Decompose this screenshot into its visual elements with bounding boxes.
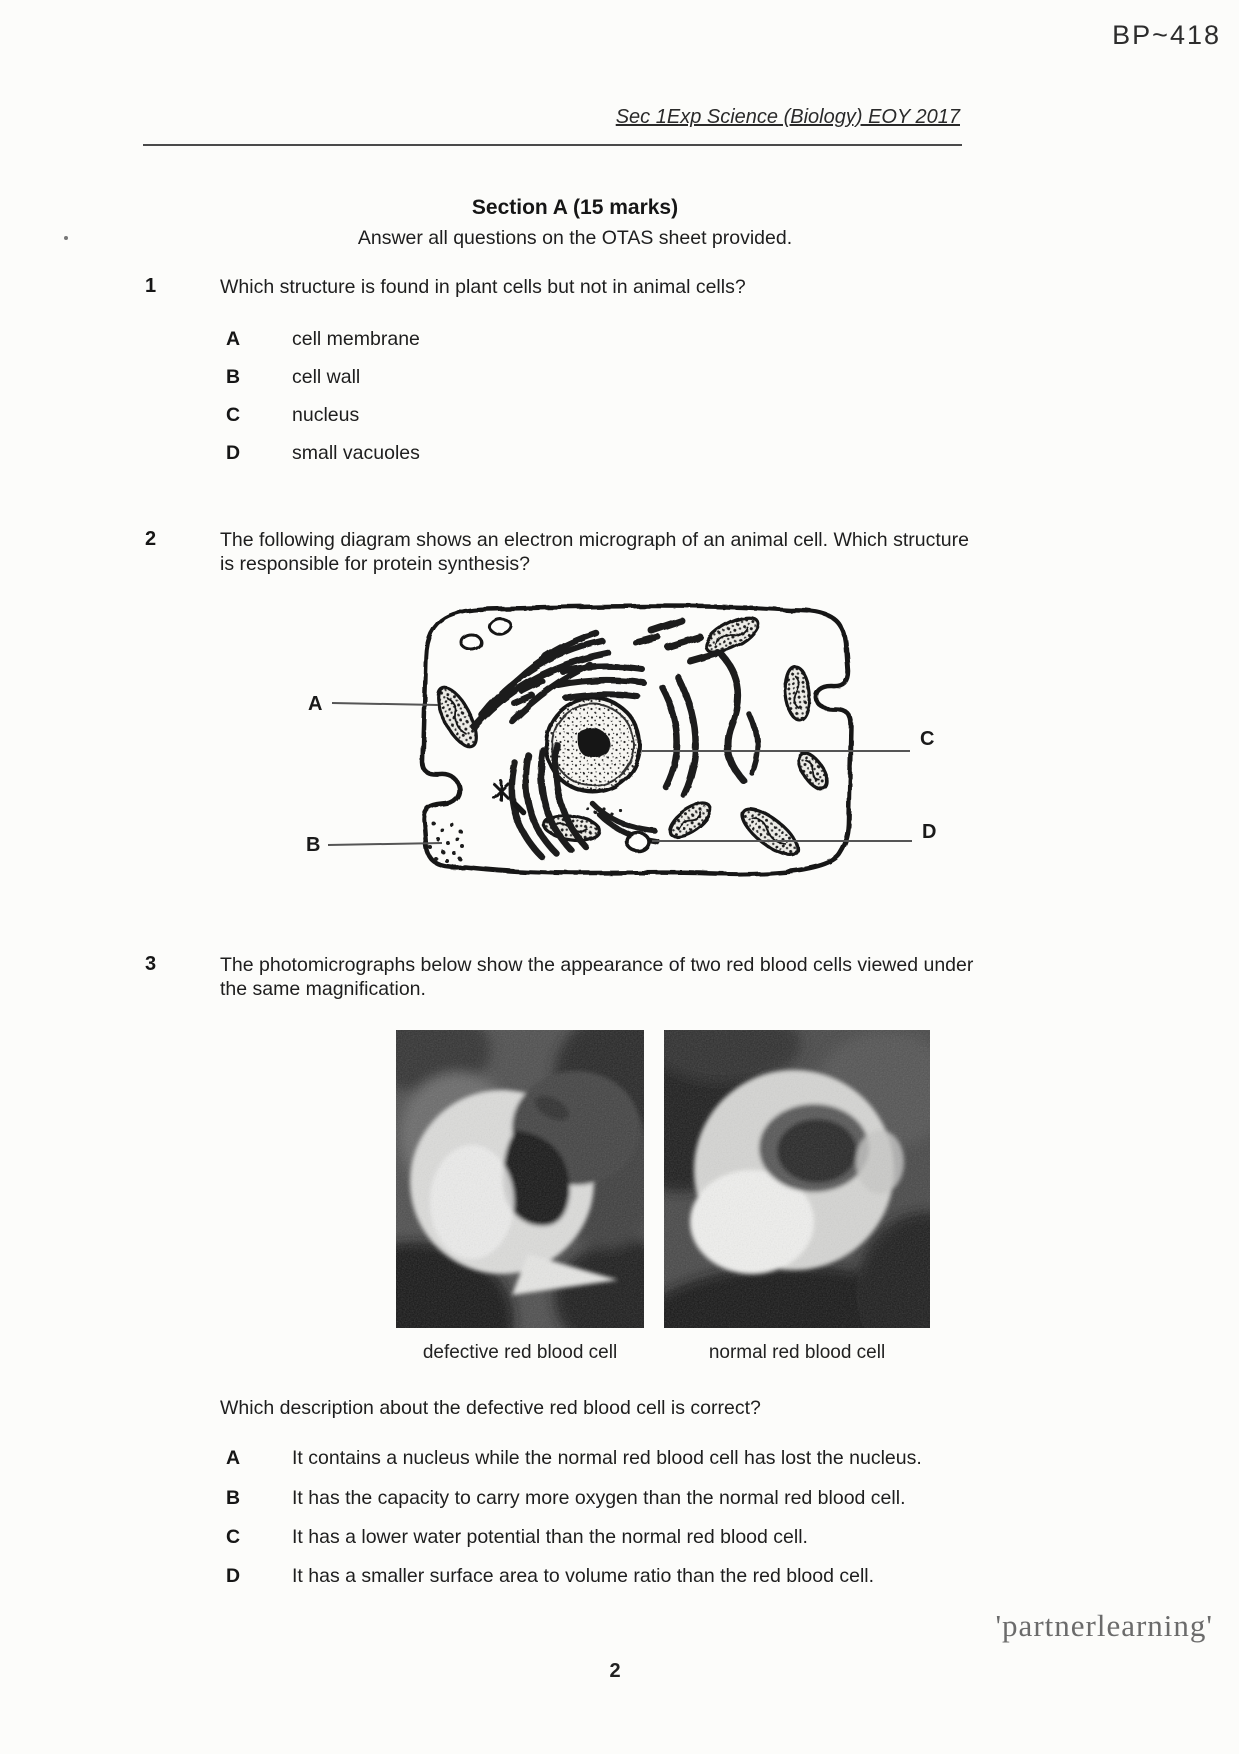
q1-option-c-letter: C <box>226 404 241 426</box>
page-number: 2 <box>609 1660 621 1682</box>
q3-option-a <box>226 1447 922 1470</box>
q1-option-c-text: nucleus <box>292 404 360 426</box>
section-title: Section A (15 marks) <box>471 196 679 219</box>
caption-defective-rbc: defective red blood cell <box>422 1342 618 1363</box>
diagram-label-c: C <box>920 728 935 750</box>
q3-intro: The photomicrographs below show the appearance of two red blood cells viewed under the same magnification. <box>220 954 974 1000</box>
diagram-label-a: A <box>308 693 323 715</box>
q3-option-c-text: It has a lower water potential than the normal red blood cell. <box>292 1526 808 1548</box>
q1-text: Which structure is found in plant cells but not in animal cells? <box>220 276 746 298</box>
q3-option-b-letter: B <box>226 1487 241 1509</box>
scan-speck <box>64 236 68 240</box>
q1-option-a-letter: A <box>226 328 241 350</box>
header-rule <box>143 144 962 146</box>
q1-option-c <box>226 404 359 427</box>
diagram-label-d: D <box>922 821 937 843</box>
q2-text: The following diagram shows an electron micrograph of an animal cell. Which structure is responsible for protein synthesis? <box>220 529 969 575</box>
q1-option-d <box>226 442 420 465</box>
centriole-mark <box>494 781 523 812</box>
q3-option-b-text: It has the capacity to carry more oxygen than the normal red blood cell. <box>292 1487 906 1509</box>
animal-cell-diagram <box>270 595 955 895</box>
q3-option-b <box>226 1487 906 1510</box>
q1-number: 1 <box>145 275 157 297</box>
normal-rbc-photo <box>664 1030 930 1328</box>
q3-option-d-letter: D <box>226 1565 241 1587</box>
q3-option-a-text: It contains a nucleus while the normal red blood cell has lost the nucleus. <box>292 1447 922 1469</box>
q1-option-a <box>226 328 420 351</box>
q2-number: 2 <box>145 528 157 550</box>
diagram-label-b: B <box>306 834 321 856</box>
q1-option-a-text: cell membrane <box>292 328 420 350</box>
q3-option-d <box>226 1565 874 1588</box>
q1-option-d-letter: D <box>226 442 241 464</box>
section-instruction: Answer all questions on the OTAS sheet provided. <box>357 227 793 249</box>
q3-option-c <box>226 1526 808 1549</box>
caption-normal-rbc: normal red blood cell <box>708 1342 886 1363</box>
q3-option-a-letter: A <box>226 1447 241 1469</box>
q1-option-b-text: cell wall <box>292 366 361 388</box>
defective-rbc-photo <box>396 1030 644 1328</box>
q3-option-d-text: It has a smaller surface area to volume ratio than the red blood cell. <box>292 1565 875 1587</box>
q3-option-c-letter: C <box>226 1526 241 1548</box>
page-header: Sec 1Exp Science (Biology) EOY 2017 <box>615 106 960 128</box>
q1-option-d-text: small vacuoles <box>292 442 420 464</box>
watermark: 'partnerlearning' <box>995 1608 1213 1643</box>
q1-option-b-letter: B <box>226 366 241 388</box>
leader-line-a <box>332 703 438 705</box>
q3-question: Which description about the defective red blood cell is correct? <box>220 1397 761 1419</box>
q3-number: 3 <box>145 953 157 975</box>
q1-option-b <box>226 366 360 389</box>
section-heading-block <box>190 196 960 250</box>
document-code: BP~418 <box>1112 20 1221 50</box>
